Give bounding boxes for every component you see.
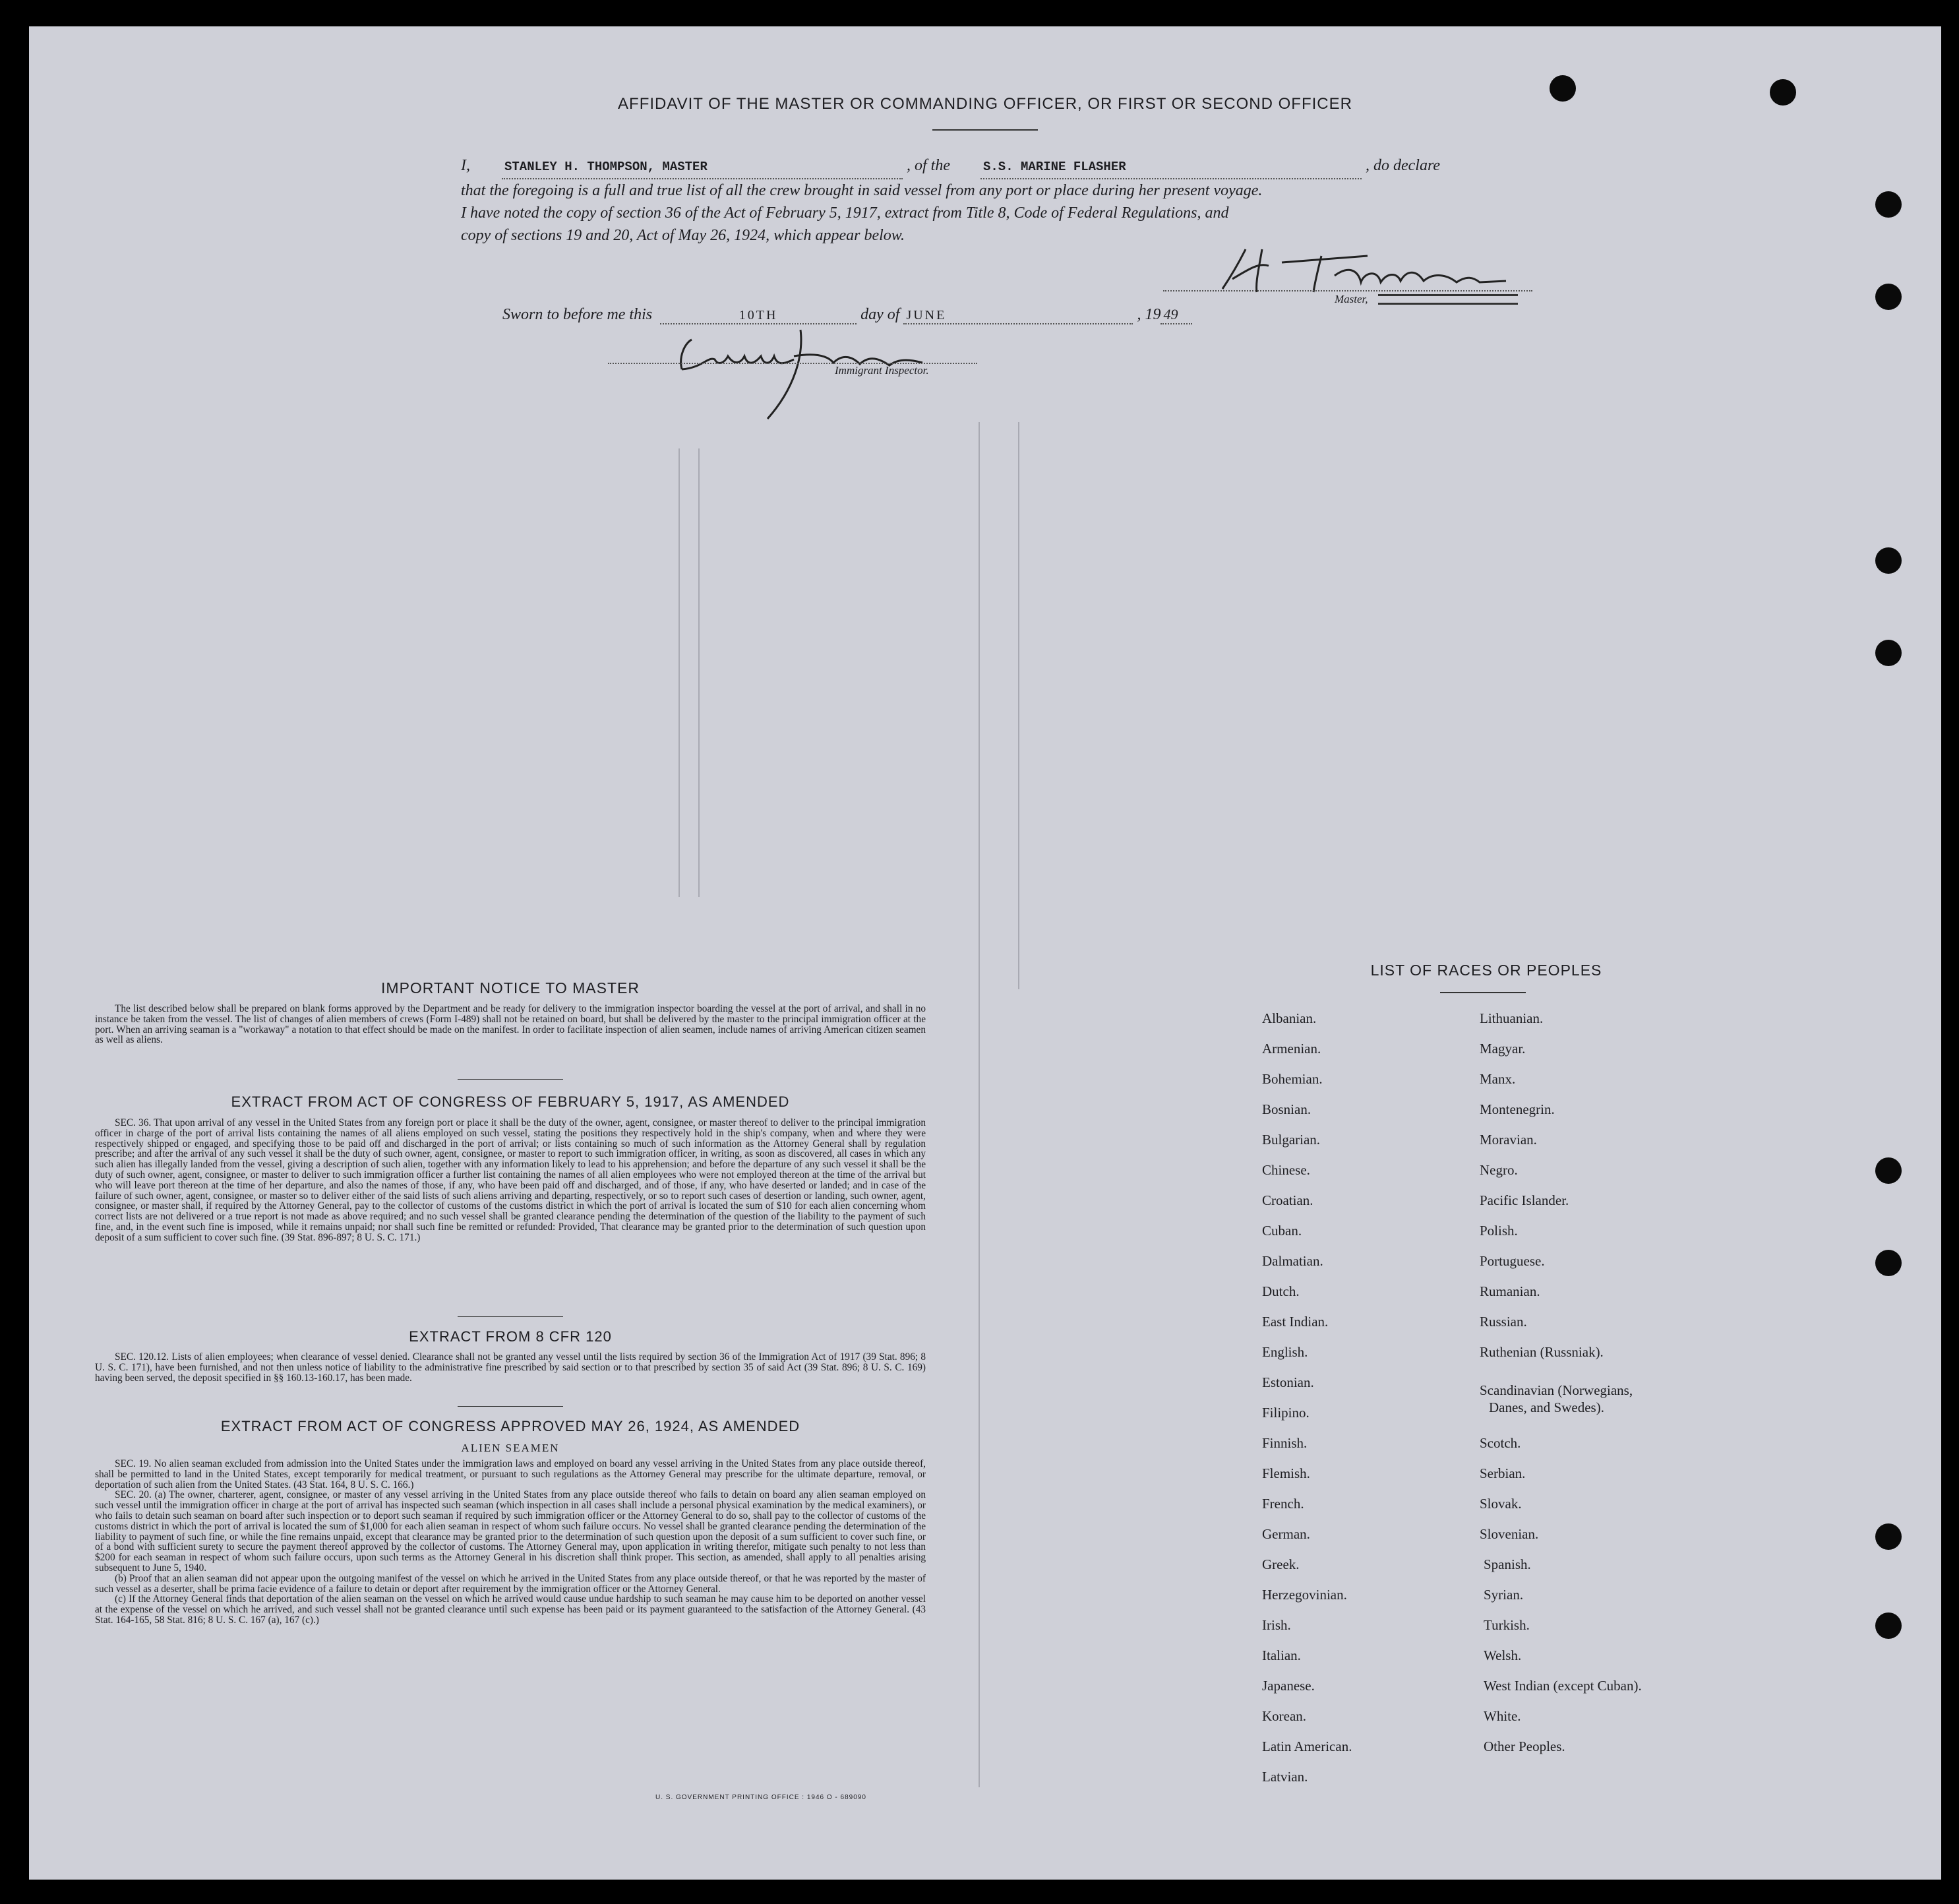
alien-seamen-subtitle: ALIEN SEAMEN <box>461 1442 560 1454</box>
race-item: Lithuanian. <box>1480 1010 1544 1026</box>
race-item: German. <box>1262 1526 1310 1542</box>
race-item: East Indian. <box>1262 1314 1329 1330</box>
punch-hole-icon <box>1875 1157 1902 1184</box>
race-item: Korean. <box>1262 1708 1307 1724</box>
extract-cfr-title: EXTRACT FROM 8 CFR 120 <box>409 1328 612 1345</box>
race-item: Slovenian. <box>1480 1526 1539 1542</box>
affidavit-line-3: I have noted the copy of section 36 of the Act of February 5, 1917, extract from Title 8, Code of Federal Regulations, and <box>461 204 1229 222</box>
race-item: Irish. <box>1262 1617 1291 1633</box>
sec-20a-paragraph: SEC. 20. (a) The owner, charterer, agent, consignee, or master of any vessel arriving in the United States from any place outside thereof who fails to detain on board any alien seaman employed on such vessel until the immigration officer in charge at the port of arrival has inspected such seaman (which inspection in all cases shall include a personal physical examination by the medical examiners), or who fails to detain such seaman on board after such inspection or to deport such seaman if required by such immigration officer or the Attorney General to do so, shall pay to the collector of customs of the customs district in which the port of arrival is located the sum of $1,000 for each alien seaman in respect of whom such failure occurs. No vessel shall be granted clearance pending the determination of the liability to payment of such fine, or while the fine remains unpaid, except that clearance may be granted prior to the determination of such question upon the deposit of a sum sufficient to cover such fine, or of a bond with sufficient surety to secure the payment thereof approved by the collector of customs. The Attorney General may, upon application in writing therefor, mitigate such penalty to not less than $200 for each seaman in respect of whom such failure occurs, upon such terms as the Attorney General in his discretion shall think proper. This section, as amended, shall apply to all penalties arising subsequent to June 5, 1940. <box>95 1489 926 1574</box>
extract-cfr-text <box>95 1352 926 1383</box>
race-item: English. <box>1262 1344 1308 1360</box>
race-item: Rumanian. <box>1480 1283 1540 1299</box>
race-item: Ruthenian (Russniak). <box>1480 1344 1604 1360</box>
document-sheet <box>29 26 1941 1880</box>
divider <box>458 1316 563 1317</box>
master-name: STANLEY H. THOMPSON, MASTER <box>502 156 903 179</box>
race-item: Slovak. <box>1480 1496 1522 1512</box>
race-item: Other Peoples. <box>1484 1738 1565 1754</box>
sec-20b-paragraph: (b) Proof that an alien seaman did not appear upon the outgoing manifest of the vessel on which he arrived in the United States from any place outside thereof, or that he was reported by the master of such vessel as a deserter, shall be prima facie evidence of a failure to detain or deport after requirement by the immigration officer or the Attorney General. <box>95 1572 926 1595</box>
extract-1924-title: EXTRACT FROM ACT OF CONGRESS APPROVED MAY 26, 1924, AS AMENDED <box>220 1418 800 1434</box>
extract-1924-text <box>95 1459 926 1626</box>
master-signature-line <box>1163 290 1532 292</box>
race-item: Italian. <box>1262 1647 1301 1663</box>
race-item: Russian. <box>1480 1314 1527 1330</box>
race-item: Serbian. <box>1480 1465 1526 1481</box>
race-item: Polish. <box>1480 1223 1518 1239</box>
affidavit-line-4: copy of sections 19 and 20, Act of May 26, 1924, which appear below. <box>461 227 905 244</box>
affidavit-line-2: that the foregoing is a full and true list of all the crew brought in said vessel from any port or place during her present voyage. <box>461 182 1263 199</box>
race-item: Latvian. <box>1262 1769 1308 1785</box>
race-item: Portuguese. <box>1480 1253 1545 1269</box>
race-item: Armenian. <box>1262 1041 1321 1057</box>
race-item: Latin American. <box>1262 1738 1352 1754</box>
column-rule <box>678 448 680 897</box>
sec-20c-paragraph: (c) If the Attorney General finds that deportation of the alien seaman on the vessel on which he arrived would cause undue hardship to such seaman he may cause him to be deported on another vessel at the expense of the vessel on which he arrived, and such vessel shall not be granted clearance until such expense has been paid or its payment guaranteed to the satisfaction of the Attorney General. (43 Stat. 164-165, 58 Stat. 816; 8 U. S. C. 167 (a), 167 (c).) <box>95 1593 926 1626</box>
race-item: Danes, and Swedes). <box>1489 1399 1604 1415</box>
column-rule <box>1018 422 1019 989</box>
punch-hole-icon <box>1875 1612 1902 1639</box>
race-item: Welsh. <box>1484 1647 1522 1663</box>
race-item: Turkish. <box>1484 1617 1530 1633</box>
vessel-name: S.S. MARINE FLASHER <box>980 156 1362 179</box>
race-item: Pacific Islander. <box>1480 1192 1569 1208</box>
race-item: Cuban. <box>1262 1223 1302 1239</box>
race-item: Herzegovinian. <box>1262 1587 1347 1603</box>
races-title: LIST OF RACES OR PEOPLES <box>1370 962 1602 979</box>
race-item: Dutch. <box>1262 1283 1300 1299</box>
race-item: Moravian. <box>1480 1132 1537 1148</box>
notice-title: IMPORTANT NOTICE TO MASTER <box>381 979 640 997</box>
race-item: Spanish. <box>1484 1556 1531 1572</box>
punch-hole-icon <box>1875 640 1902 666</box>
race-item: Albanian. <box>1262 1010 1317 1026</box>
sec-19-paragraph: SEC. 19. No alien seaman excluded from admission into the United States under the immigration laws and employed on board any vessel arriving in the United States from any place outside thereof, shall be permitted to land in the United States, except temporarily for medical treatment, or pursuant to such regulations as the Attorney General may prescribe for the ultimate departure, removal, or deportation of such alien from the United States. (43 Stat. 164, 8 U. S. C. 166.) <box>95 1458 926 1490</box>
race-item: Bulgarian. <box>1262 1132 1321 1148</box>
of-the-label: , of the <box>907 157 950 174</box>
race-item: French. <box>1262 1496 1304 1512</box>
affidavit-i: I, <box>461 157 470 174</box>
race-item: Estonian. <box>1262 1374 1314 1390</box>
do-declare-label: , do declare <box>1366 157 1441 174</box>
day-of-label: day of <box>860 306 900 323</box>
sworn-year: 49 <box>1160 306 1192 324</box>
sworn-prefix: Sworn to before me this <box>502 306 653 323</box>
inspector-label: Immigrant Inspector. <box>835 364 929 377</box>
race-item: Scandinavian (Norwegians, <box>1480 1382 1633 1398</box>
struck-title <box>1378 294 1518 305</box>
sworn-month: JUNE <box>903 308 1133 324</box>
race-item: Greek. <box>1262 1556 1300 1572</box>
race-item: Filipino. <box>1262 1405 1310 1421</box>
race-item: Finnish. <box>1262 1435 1308 1451</box>
race-item: West Indian (except Cuban). <box>1484 1678 1642 1694</box>
affidavit-title: AFFIDAVIT OF THE MASTER OR COMMANDING OFFICER, OR FIRST OR SECOND OFFICER <box>618 95 1352 113</box>
divider <box>1440 992 1526 993</box>
race-item: Croatian. <box>1262 1192 1313 1208</box>
race-item: Bosnian. <box>1262 1101 1311 1117</box>
sec-36-paragraph: SEC. 36. That upon arrival of any vessel in the United States from any foreign port or place it shall be the duty of the owner, agent, consignee, or master thereof to deliver to the principal immigration officer in charge of the port of arrival lists containing the names of all aliens employed on such vessel, stating the positions they respectively hold in the ship's company, when and where they were respectively shipped or engaged, and specifying those to be paid off and discharged in the port of arrival; or lists containing so much of such information as the Attorney General shall by regulation prescribe; and after the arrival of any such vessel it shall be the duty of such owner, agent, consignee, or master to report to such immigration officer, in writing, as soon as discovered, all cases in which any such alien has illegally landed from the vessel, giving a description of such alien, together with any information likely to lead to his apprehension; and before the departure of any such vessel it shall be the duty of such owner, agent, consignee, or master to deliver to such immigration officer a further list containing the names of all alien employees who were not employed thereon at the time of the arrival but who will leave port thereon at the time of her departure, and also the names of those, if any, who have been paid off and discharged, and of those, if any, who have deserted or landed; and in case of the failure of such owner, agent, consignee, or master so to deliver either of the said lists of such aliens arriving and departing, respectively, or so to report such cases of desertion or landing, such owner, agent, consignee, or master shall, if required by the Attorney General, pay to the collector of customs of the customs district in which the port of arrival is located the sum of $10 for each alien concerning whom correct lists are not delivered or a true report is not made as above required; and no such vessel shall be granted clearance pending the determination of the question of the liability to the payment of such fine, and, in the event such fine is imposed, while it remains unpaid; nor shall such fine be remitted or refunded: Provided, That clearance may be granted prior to the determination of such question upon deposit of a sum sufficient to cover such fine. (39 Stat. 896-897; 8 U. S. C. 171.) <box>95 1117 926 1243</box>
extract-1917-title: EXTRACT FROM ACT OF CONGRESS OF FEBRUARY 5, 1917, AS AMENDED <box>231 1093 790 1110</box>
sec-120-paragraph: SEC. 120.12. Lists of alien employees; when clearance of vessel denied. Clearance shall not be granted any vessel until the lists required by section 36 of the Immigration Act of 1917 (39 Stat. 896; 8 U. S. C. 171), have been furnished, and not then unless notice of liability to the administrative fine prescribed by said section or to that prescribed by section 35 of said Act (39 Stat. 896; 8 U. S. C. 169) having been served, the deposit specified in §§ 160.13-160.17, has been made. <box>95 1351 926 1384</box>
race-item: Manx. <box>1480 1071 1516 1087</box>
punch-hole-icon <box>1875 284 1902 310</box>
printer-imprint: U. S. GOVERNMENT PRINTING OFFICE : 1946 O - 689090 <box>655 1794 866 1801</box>
divider <box>932 129 1038 131</box>
year-prefix: , 19 <box>1137 306 1161 323</box>
race-item: White. <box>1484 1708 1521 1724</box>
notice-text <box>95 1004 926 1045</box>
punch-hole-icon <box>1875 1523 1902 1550</box>
race-item: Syrian. <box>1484 1587 1524 1603</box>
divider <box>458 1406 563 1407</box>
race-item: Dalmatian. <box>1262 1253 1323 1269</box>
column-rule <box>979 422 980 1787</box>
master-label: Master, <box>1335 293 1368 305</box>
punch-hole-icon <box>1875 547 1902 574</box>
punch-hole-icon <box>1875 191 1902 218</box>
punch-hole-icon <box>1875 1250 1902 1276</box>
race-item: Montenegrin. <box>1480 1101 1555 1117</box>
race-item: Scotch. <box>1480 1435 1521 1451</box>
race-item: Japanese. <box>1262 1678 1315 1694</box>
race-item: Chinese. <box>1262 1162 1310 1178</box>
notice-paragraph: The list described below shall be prepared on blank forms approved by the Department and be ready for delivery to the immigration inspector boarding the vessel at the port of arrival, and shall in no instance be taken from the vessel. The list of changes of alien members of crews (Form I-489) shall not be retained on board, but shall be delivered by the master to the principal immigration officer at the port. When an arriving seaman is a "workaway" a notation to that effect should be made on the manifest. In order to facilitate inspection of alien seamen, include names of arriving American citizen seamen as well as aliens. <box>95 1003 926 1046</box>
race-item: Flemish. <box>1262 1465 1310 1481</box>
race-item: Bohemian. <box>1262 1071 1323 1087</box>
divider <box>458 1079 563 1080</box>
extract-1917-text <box>95 1118 926 1243</box>
sworn-day: 10TH <box>660 308 857 324</box>
race-item: Magyar. <box>1480 1041 1526 1057</box>
column-rule <box>698 448 700 897</box>
race-item: Negro. <box>1480 1162 1518 1178</box>
